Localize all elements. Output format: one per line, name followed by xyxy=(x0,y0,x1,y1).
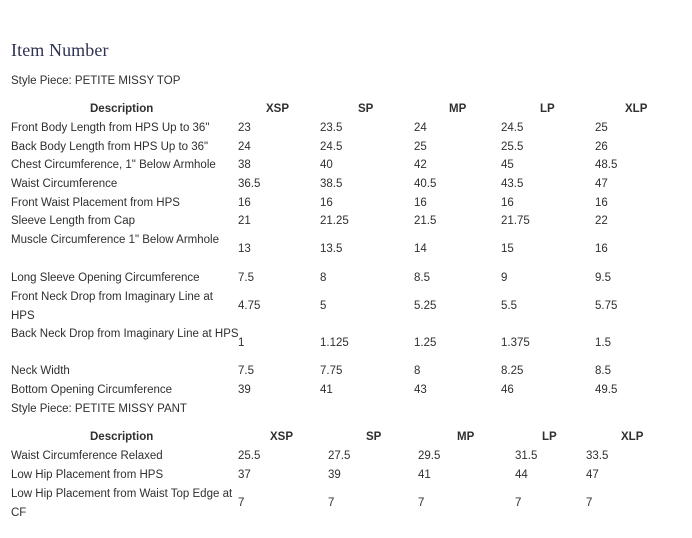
value-xsp: 39 xyxy=(238,384,251,396)
value-sp: 40 xyxy=(320,159,333,171)
value-xlp: 33.5 xyxy=(586,450,609,462)
value-mp: 24 xyxy=(414,122,427,134)
value-mp: 14 xyxy=(414,243,427,255)
style-piece-top: Style Piece: PETITE MISSY TOP xyxy=(11,75,181,87)
value-lp: 31.5 xyxy=(515,450,538,462)
pant-header-sp: SP xyxy=(366,431,382,443)
row-description: Chest Circumference, 1" Below Armhole xyxy=(11,159,216,171)
row-description: Waist Circumference xyxy=(11,178,118,190)
value-xsp: 25.5 xyxy=(238,450,261,462)
top-header-description: Description xyxy=(90,103,154,115)
value-lp: 46 xyxy=(501,384,514,396)
value-mp: 42 xyxy=(414,159,427,171)
row-description: Neck Width xyxy=(11,365,70,377)
top-header-xlp: XLP xyxy=(625,103,648,115)
value-lp: 1.375 xyxy=(501,337,530,349)
value-sp: 24.5 xyxy=(320,141,343,153)
value-xlp: 22 xyxy=(595,215,608,227)
pant-header-lp: LP xyxy=(542,431,557,443)
top-header-xsp: XSP xyxy=(266,103,290,115)
value-mp: 8 xyxy=(414,365,421,377)
value-xsp: 7.5 xyxy=(238,365,254,377)
row-description: Waist Circumference Relaxed xyxy=(11,450,163,462)
value-mp: 25 xyxy=(414,141,427,153)
value-sp: 39 xyxy=(328,469,341,481)
value-mp: 8.5 xyxy=(414,272,430,284)
value-sp: 41 xyxy=(320,384,333,396)
value-mp: 41 xyxy=(418,469,431,481)
value-xlp: 48.5 xyxy=(595,159,618,171)
value-xlp: 8.5 xyxy=(595,365,611,377)
pant-header-xlp: XLP xyxy=(621,431,644,443)
value-lp: 16 xyxy=(501,197,514,209)
value-lp: 8.25 xyxy=(501,365,524,377)
value-xsp: 36.5 xyxy=(238,178,261,190)
value-xsp: 21 xyxy=(238,215,251,227)
top-header-lp: LP xyxy=(540,103,555,115)
page-title: Item Number xyxy=(11,40,109,60)
value-xsp: 7.5 xyxy=(238,272,254,284)
value-xlp: 25 xyxy=(595,122,608,134)
value-xlp: 47 xyxy=(586,469,599,481)
row-description: Muscle Circumference 1" Below Armhole xyxy=(11,234,219,246)
value-xsp: 4.75 xyxy=(238,300,261,312)
value-mp: 16 xyxy=(414,197,427,209)
value-mp: 29.5 xyxy=(418,450,441,462)
value-sp: 23.5 xyxy=(320,122,343,134)
value-xlp: 5.75 xyxy=(595,300,618,312)
value-sp: 8 xyxy=(320,272,327,284)
top-header-mp: MP xyxy=(449,103,467,115)
value-sp: 1.125 xyxy=(320,337,349,349)
row-description: Low Hip Placement from Waist Top Edge at CF xyxy=(11,488,233,519)
style-piece-pant: Style Piece: PETITE MISSY PANT xyxy=(11,403,187,415)
pant-header-description: Description xyxy=(90,431,154,443)
value-xsp: 37 xyxy=(238,469,251,481)
value-lp: 24.5 xyxy=(501,122,524,134)
value-lp: 25.5 xyxy=(501,141,524,153)
value-xsp: 23 xyxy=(238,122,251,134)
row-description: Long Sleeve Opening Circumference xyxy=(11,272,200,284)
value-sp: 7.75 xyxy=(320,365,343,377)
value-lp: 21.75 xyxy=(501,215,530,227)
row-description: Front Body Length from HPS Up to 36" xyxy=(11,122,210,134)
pant-header-xsp: XSP xyxy=(270,431,294,443)
value-xsp: 13 xyxy=(238,243,251,255)
value-xlp: 16 xyxy=(595,197,608,209)
top-header-sp: SP xyxy=(358,103,374,115)
value-xlp: 7 xyxy=(586,497,593,509)
value-lp: 9 xyxy=(501,272,508,284)
row-description: Back Body Length from HPS Up to 36" xyxy=(11,141,209,153)
value-sp: 5 xyxy=(320,300,327,312)
value-lp: 7 xyxy=(515,497,522,509)
row-description: Bottom Opening Circumference xyxy=(11,384,173,396)
row-description: Front Waist Placement from HPS xyxy=(11,197,180,209)
row-description: Front Neck Drop from Imaginary Line at HPS xyxy=(11,291,213,322)
value-sp: 13.5 xyxy=(320,243,343,255)
value-xsp: 7 xyxy=(238,497,245,509)
row-description: Back Neck Drop from Imaginary Line at HPS xyxy=(11,328,239,340)
value-xlp: 1.5 xyxy=(595,337,611,349)
value-lp: 43.5 xyxy=(501,178,524,190)
value-lp: 44 xyxy=(515,469,528,481)
row-description: Low Hip Placement from HPS xyxy=(11,469,164,481)
row-description: Sleeve Length from Cap xyxy=(11,215,136,227)
value-xlp: 26 xyxy=(595,141,608,153)
pant-header-mp: MP xyxy=(457,431,475,443)
value-lp: 45 xyxy=(501,159,514,171)
value-xlp: 16 xyxy=(595,243,608,255)
value-mp: 43 xyxy=(414,384,427,396)
value-sp: 27.5 xyxy=(328,450,351,462)
value-mp: 1.25 xyxy=(414,337,437,349)
value-xlp: 47 xyxy=(595,178,608,190)
value-sp: 38.5 xyxy=(320,178,343,190)
value-xsp: 24 xyxy=(238,141,251,153)
value-mp: 21.5 xyxy=(414,215,437,227)
value-lp: 15 xyxy=(501,243,514,255)
value-xsp: 38 xyxy=(238,159,251,171)
value-mp: 5.25 xyxy=(414,300,437,312)
value-xsp: 16 xyxy=(238,197,251,209)
value-mp: 40.5 xyxy=(414,178,437,190)
value-sp: 21.25 xyxy=(320,215,349,227)
value-sp: 16 xyxy=(320,197,333,209)
value-lp: 5.5 xyxy=(501,300,517,312)
value-xsp: 1 xyxy=(238,337,245,349)
value-xlp: 9.5 xyxy=(595,272,611,284)
value-xlp: 49.5 xyxy=(595,384,618,396)
value-mp: 7 xyxy=(418,497,425,509)
value-sp: 7 xyxy=(328,497,335,509)
